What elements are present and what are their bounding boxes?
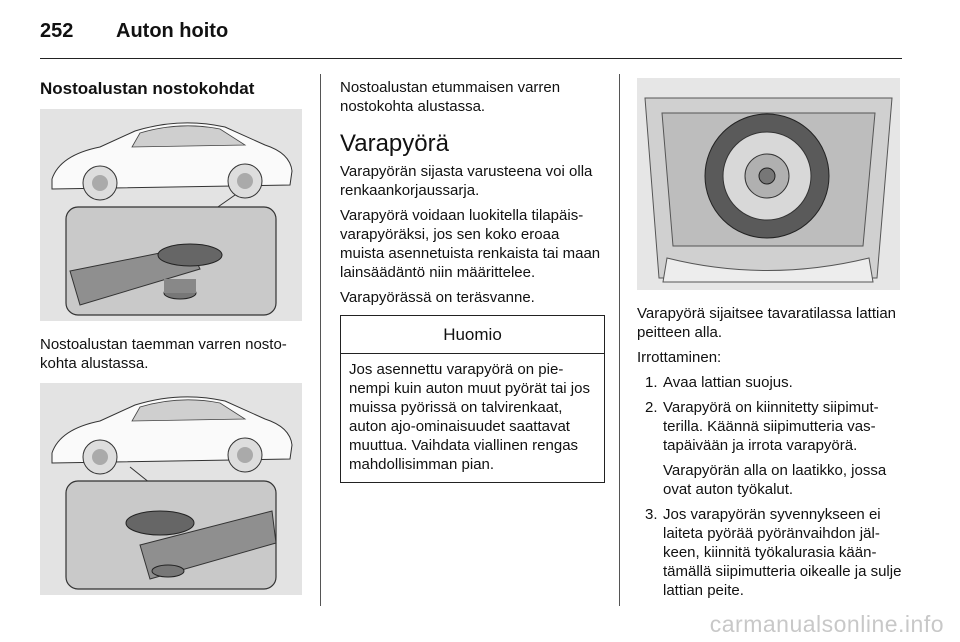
watermark: carmanualsonline.info	[709, 611, 944, 637]
spare-wheel-figure	[637, 78, 900, 290]
step-text: Avaa lattian suojus.	[663, 374, 793, 391]
removal-label: Irrottaminen:	[637, 349, 722, 366]
front-lift-point-caption: Nostoalustan etummaisen varren nostokohta alustassa.	[340, 79, 561, 115]
page-header	[40, 20, 228, 43]
step-number: 1.	[645, 374, 658, 391]
middle-column	[340, 78, 605, 483]
step-text: Jos varapyörän syvennykseen ei laiteta pyörää pyöränvaihdon jälkeen, kiinnitä työkalurasia kääntämällä siipimutteria oikealle ja sulje lattian peite.	[663, 506, 902, 599]
paragraph-3: Varapyörässä on teräsvanne.	[340, 289, 535, 306]
spare-location-text: Varapyörä sijaitsee tavaratilassa lattian peitteen alla.	[637, 305, 897, 341]
paragraph-2: Varapyörä voidaan luokitella tilapäisvarapyöräksi, jos sen koko eroaa muista asennetuista renkaista tai maan lainsäädäntö niin määrittelee.	[340, 207, 601, 281]
left-column	[40, 78, 304, 595]
rear-lift-point-caption: Nostoalustan taemman varren nostokohta alustassa.	[40, 336, 287, 372]
step-text: Varapyörä on kiinnitetty siipimutterilla. Käännä siipimutteria vastapäivään ja irrota varapyörä.	[663, 399, 879, 454]
step-1	[637, 373, 902, 392]
rear-lift-point-figure	[40, 109, 302, 321]
front-lift-point-figure	[40, 383, 302, 595]
step-3	[637, 505, 902, 600]
note-text: Jos asennettu varapyörä on pienempi kuin auton muut pyörät tai jos muissa pyörissä on talvirenkaat, auton ajo-ominaisuudet saattavat muuttua. Vaihdata viallinen rengas mahdollisimman pian.	[349, 361, 590, 473]
header-rule	[40, 58, 902, 59]
removal-steps	[637, 373, 902, 600]
column-divider-2	[619, 74, 620, 606]
right-column	[637, 78, 902, 606]
step-2	[637, 398, 902, 499]
step-number: 3.	[645, 506, 658, 523]
page-number: 252	[40, 20, 74, 42]
step-extra-text: Varapyörän alla on laatikko, jossa ovat auton työkalut.	[663, 462, 887, 498]
step-number: 2.	[645, 399, 658, 416]
page-title: Auton hoito	[116, 20, 229, 42]
lift-points-heading: Nostoalustan nostokohdat	[40, 79, 255, 98]
column-divider-1	[320, 74, 321, 606]
note-title: Huomio	[341, 316, 604, 354]
note-box	[340, 315, 605, 483]
paragraph-1: Varapyörän sijasta varusteena voi olla renkaankorjaussarja.	[340, 163, 593, 199]
spare-wheel-heading: Varapyörä	[340, 130, 449, 157]
